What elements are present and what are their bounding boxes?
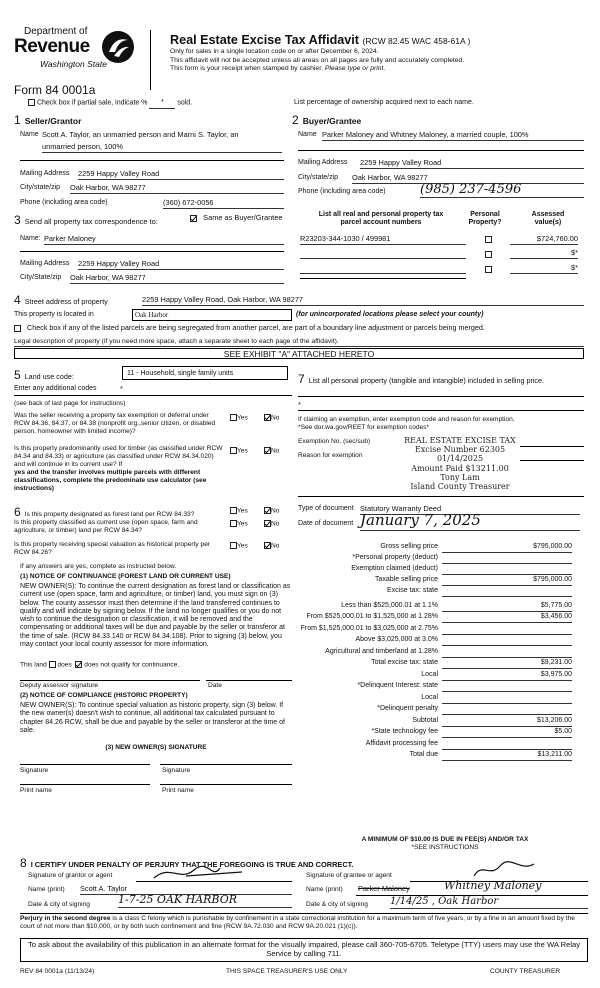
seller-name-line1[interactable]: Scott A. Taylor, an unmarried person and Marni S. Taylor, an [42, 130, 239, 139]
exempt-blank-line [298, 496, 584, 497]
send-city-label: City/State/zip [20, 274, 62, 281]
ifany-text: If any answers are yes, complete as instructed below. [20, 563, 177, 570]
f2-yes-checkbox[interactable] [230, 520, 237, 527]
buyer-heading [292, 113, 361, 128]
q1-no-label: No [271, 414, 280, 422]
segregation-row [14, 324, 594, 332]
personal-heading [298, 372, 590, 387]
alt-format-box: To ask about the availability of this publication in an alternate format for the visually impaired, please call 360-705-6705. Teletype (TTY) users may use the WA Relay Service by calling 711. [20, 938, 588, 962]
grantor-dc-label: Date & city of signing [28, 901, 90, 908]
send-blank-line [20, 251, 284, 252]
grantor-date-field[interactable]: 1-7-25 OAK HARBOR [118, 894, 292, 908]
f1-yes [230, 507, 248, 515]
send-num: 3 [14, 213, 21, 227]
seller-city-label: City/state/zip [20, 184, 61, 191]
assessed-header [520, 211, 576, 228]
grantor-sig-label: Signature of grantor or agent [28, 872, 113, 879]
compliance-body: NEW OWNER(S): To continue special valuation as historic property, sign (3) below. If the new owner(s) doesn't wish to continue, all additional tax calculated pursuant to chapter 84.26 RCW, shall be due and payable by the seller or transferor at the time of sale. [20, 702, 285, 734]
timber-question: Is this property predominantly used for timber (as classified under RCW 84.34 and 84.33) or agriculture (as classified under RCW 84.34.020) and will continue in its current use? If [14, 445, 223, 468]
f2-no-label: No [271, 520, 280, 528]
sig2-label: Signature [162, 767, 191, 774]
forest-heading [14, 505, 234, 520]
f3-yes [230, 542, 248, 550]
perjury-lead: Perjury in the second degree [20, 915, 111, 922]
location-label: This property is located in [14, 311, 94, 318]
note-3-text: This form is your receipt when stamped by cashier. [170, 65, 323, 73]
grantor-sig-line [136, 881, 292, 882]
parcel-h2: parcel account numbers [340, 219, 422, 227]
f3-yes-checkbox[interactable] [230, 542, 237, 549]
tax-row-value[interactable]: $13,206.00 [442, 717, 572, 727]
same-as-buyer-label: Same as Buyer/Grantee [203, 213, 283, 222]
f1-yes-checkbox[interactable] [230, 507, 237, 514]
tax-row-value[interactable] [442, 740, 572, 750]
q2-no-label: No [271, 447, 280, 455]
q1-yes-label: Yes [237, 414, 248, 422]
personal-line-2 [298, 410, 584, 411]
print2-line [160, 784, 292, 785]
f3-no-label: No [271, 542, 280, 550]
note-1: Only for sales in a single location code on or after December 6, 2024. [170, 48, 379, 55]
land-does-row [20, 661, 179, 669]
continuance-heading: (1) NOTICE OF CONTINUANCE (FOREST LAND OR CURRENT USE) [20, 573, 231, 580]
location-note: (for unincorporated locations please select your county) [296, 311, 484, 318]
tax-row-value[interactable]: $795,000.00 [442, 543, 572, 553]
parcel-header [306, 211, 456, 228]
print1-line [20, 784, 150, 785]
tax-row-label: *Personal property (deduct) [352, 554, 438, 561]
landuse-heading [14, 368, 74, 383]
not-qualify-checkbox[interactable] [75, 661, 82, 668]
print2-label: Print name [162, 787, 194, 794]
forest-q3: Is this property receiving special valuation as historical property per RCW 84.26? [14, 541, 211, 556]
send-name-field[interactable]: Parker Maloney [44, 235, 284, 245]
personal-h1: Personal [470, 211, 500, 218]
buyer-city-field[interactable]: Oak Harbor, WA 98277 [352, 174, 584, 184]
logo-revenue: Revenue [14, 36, 90, 57]
seller-mail-field[interactable]: 2259 Happy Valley Road [78, 170, 284, 180]
assessed-h2: value(s) [534, 219, 562, 227]
grantor-np-label: Name (print) [28, 886, 65, 893]
grantee-name-hand[interactable]: Whitney Maloney [444, 879, 542, 892]
f1-no-label: No [271, 507, 280, 515]
parcel-number-3[interactable] [300, 264, 466, 274]
buyer-blank-line [298, 150, 584, 151]
q2-yes-checkbox[interactable] [230, 447, 237, 454]
header-notes [170, 48, 464, 74]
title-text: Real Estate Excise Tax Affidavit [170, 33, 359, 47]
partial-sale-checkbox[interactable] [28, 99, 35, 106]
tax-row-value[interactable] [442, 625, 572, 635]
deputy-sig-line [20, 680, 200, 681]
tax-row-label: Local [421, 694, 438, 701]
seller-heading [14, 113, 81, 128]
docdate-label: Date of document [298, 520, 354, 527]
note-3 [170, 65, 464, 74]
tax-row-label: Gross selling price [380, 543, 438, 550]
send-heading [14, 213, 158, 228]
tax-row-label: *Delinquent Interest: state [357, 682, 438, 689]
revenue-swoosh-icon [101, 30, 135, 64]
f3-no-checkbox[interactable] [264, 542, 271, 549]
note-2: This affidavit will not be accepted unless all areas on all pages are fully and accurately completed. [170, 56, 465, 64]
grantee-dc-label: Date & city of signing [306, 901, 368, 908]
deputy-date-line [206, 680, 292, 681]
personal-checkbox-2[interactable] [485, 251, 492, 258]
buyer-name-label: Name [298, 131, 317, 138]
stamp-l4: Amount Paid $13211.00 [411, 463, 509, 473]
tax-row-value[interactable]: $3,975.00 [442, 671, 572, 681]
tax-row-label: Above $3,025,000 at 3.0% [355, 636, 438, 643]
tax-row-value[interactable] [442, 565, 572, 575]
f3-yes-label: Yes [237, 542, 248, 550]
timber-question-b: yes and the transfer involves multiple parcels with different classifications, complete the predominate use calculator (see instructions) [14, 469, 207, 492]
exempt-no-label: Exemption No. (sec/sub) [298, 438, 371, 445]
street-heading [14, 293, 108, 308]
tax-row-label: Taxable selling price [374, 576, 438, 583]
treasurer-only: THIS SPACE TREASURER'S USE ONLY [226, 968, 348, 975]
logo-state: Washington State [40, 59, 107, 69]
q1-yes [230, 414, 248, 422]
exempt-see: *See dor.wa.gov/REET for exemption codes* [298, 424, 430, 431]
seller-heading-text: Seller/Grantor [24, 116, 82, 126]
tax-row-value[interactable]: $3,456.00 [442, 613, 572, 623]
personal-h2: Property? [468, 219, 502, 227]
assessed-value-3[interactable]: $* [510, 264, 578, 274]
landuse-select[interactable]: 11 - Household, single family units [122, 366, 288, 380]
same-as-buyer [190, 214, 282, 223]
tax-row-value[interactable] [442, 587, 572, 597]
f2-no [264, 520, 279, 528]
f2-yes [230, 520, 248, 528]
seller-mail-label: Mailing Address [20, 170, 70, 177]
tax-row-value[interactable]: $795,000.00 [442, 576, 572, 586]
note-emph: Please type or print. [324, 65, 386, 73]
header-divider [150, 30, 151, 90]
seller-name-line2[interactable]: unmarried person, 100% [42, 143, 282, 153]
q1-yes-checkbox[interactable] [230, 414, 237, 421]
tax-row-value[interactable] [442, 648, 572, 658]
title-cite: (RCW 82.45 WAC 458-61A ) [362, 36, 471, 46]
forest-num: 6 [14, 505, 21, 519]
tax-row-label: Total due [409, 751, 438, 758]
stamp-l2: Excise Number 62305 [414, 445, 506, 455]
treasurer-stamp [400, 436, 520, 491]
q1-no-checkbox[interactable] [264, 414, 271, 421]
rev-footer: REV 84 0001a (11/13/24) [20, 968, 95, 975]
f3-no [264, 542, 279, 550]
tax-row-label: *Delinquent penalty [377, 705, 438, 712]
doctype-label: Type of document [298, 505, 354, 512]
land-label: This land [20, 661, 47, 669]
tax-row-label: Affidavit processing fee [365, 740, 438, 747]
buyer-city-label: City/state/zip [298, 174, 339, 181]
partial-pct-field[interactable]: * [149, 99, 175, 108]
f1-no [264, 507, 279, 515]
street-address-field[interactable]: 2259 Happy Valley Road, Oak Harbor, WA 98277 [142, 296, 584, 306]
grantee-np-label: Name (print) [306, 886, 343, 893]
buyer-mail-label: Mailing Address [298, 159, 348, 166]
seller-num: 1 [14, 113, 21, 127]
legal-description-field[interactable]: SEE EXHIBIT "A" ATTACHED HERETO [14, 348, 584, 359]
assessed-h1: Assessed [531, 211, 565, 218]
pct-note: List percentage of ownership acquired next to each name. [294, 99, 474, 106]
personal-line [298, 396, 584, 397]
grantor-name-field[interactable]: Scott A. Taylor [80, 885, 292, 895]
partial-post: sold. [177, 99, 193, 107]
forest-q1: Is this property designated as forest land per RCW 84.33? [24, 511, 195, 518]
minimum-note: A MINIMUM OF $10.00 IS DUE IN FEE(S) AND/OR TAX [361, 836, 529, 843]
compliance-heading: (2) NOTICE OF COMPLIANCE (HISTORIC PROPERTY) [20, 692, 188, 699]
landuse-label: Land use code: [24, 372, 74, 381]
personal-text: List all personal property (tangible and intangible) included in selling price. [308, 376, 545, 385]
grantee-struck-name: Parker Maloney [358, 884, 410, 893]
tax-row-value[interactable]: $5,775.00 [442, 602, 572, 612]
doctype-field[interactable]: Statutory Warranty Deed [360, 505, 580, 515]
perjury-body: is a class C felony which is punishable by confinement in a state correctional institution for a maximum term of five years, or by a fine in an amount fixed by the court of not more than $10,000, or by both such confinement and fine (RCW 9A.72.030 and RCW 9A.20.021 (1)(c)). [20, 915, 575, 930]
tax-row-value[interactable] [442, 705, 572, 715]
seller-phone-field[interactable]: (360) 672-0056 [163, 199, 284, 209]
personal-checkbox-1[interactable] [485, 236, 492, 243]
send-city-field[interactable]: Oak Harbor, WA 98277 [70, 274, 284, 284]
parcel-blank-line [300, 278, 466, 279]
buyer-name-field[interactable]: Parker Maloney and Whitney Maloney, a married couple, 100% [322, 131, 584, 141]
form-number: Form 84 0001a [14, 83, 96, 97]
parcel-h1: List all real and personal property tax [318, 211, 444, 218]
grantee-sig-label: Signature of grantee or agent [306, 872, 392, 879]
q2-yes [230, 447, 248, 455]
buyer-phone-label: Phone (including area code) [298, 188, 386, 195]
assessed-value-1[interactable]: $724,760.00 [510, 235, 578, 245]
landuse-see: (see back of last page for instructions) [14, 400, 126, 407]
dor-logo [14, 26, 139, 81]
f2-yes-label: Yes [237, 520, 248, 528]
personal-checkbox-3[interactable] [485, 266, 492, 273]
seller-city-field[interactable]: Oak Harbor, WA 98277 [70, 184, 284, 194]
new-owner-sig-heading: (3) NEW OWNER(S) SIGNATURE [105, 744, 207, 751]
q2-no-checkbox[interactable] [264, 447, 271, 454]
tax-row-label: *State technology fee [371, 728, 438, 735]
see-instructions: *SEE INSTRUCTIONS [411, 844, 479, 851]
certify-num: 8 [20, 856, 27, 870]
seller-phone-label: Phone (including area code) [20, 199, 108, 206]
f1-yes-label: Yes [237, 507, 248, 515]
addcode-label: Enter any additional codes [14, 385, 97, 392]
landuse-num: 5 [14, 368, 21, 382]
does-label: does [57, 661, 72, 669]
location-select[interactable]: Oak Harbor [132, 309, 292, 321]
tax-row-value[interactable]: $13,211.00 [442, 751, 572, 761]
exempt-note: If claiming an exemption, enter exemption code and reason for exemption. [298, 416, 515, 423]
personal-num: 7 [298, 372, 305, 386]
segregation-checkbox[interactable] [14, 325, 21, 332]
exempt-no-line [520, 446, 584, 447]
deputy-date-label: Date [208, 682, 222, 689]
partial-pre: Check box if partial sale, indicate % [36, 99, 148, 107]
tax-row-value[interactable]: $5.00 [442, 728, 572, 738]
deputy-label: Deputy assessor signature [20, 682, 99, 689]
legal-label: Legal description of property (if you need more space, attach a separate sheet to each page of the affidavit). [14, 338, 584, 347]
continuance-body: NEW OWNER(S): To continue the current designation as forest land or classification as current use (open space, farm and agriculture, or timber) land, you must sign on (3) below. The county assessor must then determine if the land transferred continues to qualify and will indicate by signing below. If the land no longer qualifies or you do not wish to continue the designation or classification, it will be removed and the compensating or additional taxes will be due and payable by the seller or transferor at the time of sale. (RCW 84.33.140 or RCW 84.34.108). Prior to signing (3) below, you may contact your local county assessor for more information. [20, 583, 291, 648]
f2-no-checkbox[interactable] [264, 520, 271, 527]
addcode-field[interactable]: * [120, 384, 123, 393]
not-qualify-label: does not qualify for continuance. [84, 661, 180, 669]
send-heading-text: Send all property tax correspondence to: [24, 217, 158, 226]
tax-row-value[interactable]: $9,231.00 [442, 659, 572, 669]
reason-line [520, 460, 584, 461]
personal-star: * [298, 400, 301, 409]
reason-label: Reason for exemption [298, 452, 363, 459]
sig2-line [160, 764, 292, 765]
partial-sale-row [28, 99, 192, 109]
parcel-number-2[interactable] [300, 249, 466, 259]
tax-row-value[interactable] [442, 554, 572, 564]
sig1-label: Signature [20, 767, 49, 774]
grantee-signature[interactable] [470, 858, 540, 880]
buyer-num: 2 [292, 113, 299, 127]
tax-row-label: Total excise tax: state [371, 659, 438, 666]
assessed-value-2[interactable]: $* [510, 249, 578, 259]
docdate-field[interactable]: January 7, 2025 [360, 512, 580, 531]
q2-yes-label: Yes [237, 447, 248, 455]
f1-no-checkbox[interactable] [264, 507, 271, 514]
tax-row-label: From $1,525,000.01 to $3,025,000 at 2.75% [300, 625, 438, 632]
sig1-line [20, 764, 150, 765]
send-name-label: Name: [20, 235, 41, 242]
parcel-number-1[interactable]: R23203-344-1030 / 499981 [300, 235, 466, 245]
certify-text: I CERTIFY UNDER PENALTY OF PERJURY THAT THE FOREGOING IS TRUE AND CORRECT. [30, 860, 354, 869]
tax-row-label: From $525,000.01 to $1,525,000 at 1.28% [306, 613, 438, 620]
tax-row-label: Exemption claimed (deduct) [351, 565, 438, 572]
buyer-heading-text: Buyer/Grantee [302, 116, 362, 126]
form-title [170, 33, 470, 48]
segregation-text: Check box if any of the listed parcels are being segregated from another parcel, are part of a boundary line adjustment or parcels being merged. [27, 323, 485, 332]
buyer-mail-field[interactable]: 2259 Happy Valley Road [360, 159, 584, 169]
perjury-text [20, 913, 588, 931]
tax-row-label: Excise tax: state [387, 587, 438, 594]
q1-no [264, 414, 279, 422]
seller-name-label: Name [20, 131, 39, 138]
stamp-l5: Tony Lam [440, 472, 480, 482]
send-mail-field[interactable]: 2259 Happy Valley Road [78, 260, 284, 270]
tax-row-value[interactable] [442, 636, 572, 646]
stamp-l1: REAL ESTATE EXCISE TAX [404, 436, 516, 445]
grantee-date-field[interactable]: 1/14/25 , Oak Harbor [390, 896, 588, 909]
same-as-buyer-checkbox[interactable] [190, 215, 197, 222]
send-mail-label: Mailing Address [20, 260, 70, 267]
does-checkbox[interactable] [49, 661, 56, 668]
tax-row-value[interactable] [442, 682, 572, 692]
addcode-line [14, 395, 292, 396]
stamp-l6: Island County Treasurer [410, 481, 510, 491]
seller-blank-line [20, 160, 284, 161]
tax-row-label: Agricultural and timberland at 1.28% [325, 648, 438, 655]
stamp-l3: 01/14/2025 [436, 454, 484, 464]
personal-header [462, 211, 508, 228]
logo-dept: Department of [24, 26, 88, 37]
tax-row-value[interactable] [442, 694, 572, 704]
exempt-question: Was the seller receiving a property tax exemption or deferral under RCW 84.36, 84.37, or 84.38 (nonprofit org.,senior citizen, or disabled person, homeowner with limited income)? [14, 412, 216, 435]
street-num: 4 [14, 293, 21, 307]
county-treasurer: COUNTY TREASURER [490, 968, 561, 975]
tax-row-label: Subtotal [412, 717, 438, 724]
print1-label: Print name [20, 787, 52, 794]
tax-row-label: Less than $525,000.01 at 1.1% [341, 602, 438, 609]
tax-row-label: Local [421, 671, 438, 678]
forest-q2: Is this property classified as current use (open space, farm and agriculture, or timber) land per RCW 84.34? [14, 519, 198, 534]
buyer-phone-field[interactable]: (985) 237-4596 [420, 182, 584, 198]
street-label: Street address of property [24, 297, 108, 306]
q2-no [264, 447, 279, 455]
